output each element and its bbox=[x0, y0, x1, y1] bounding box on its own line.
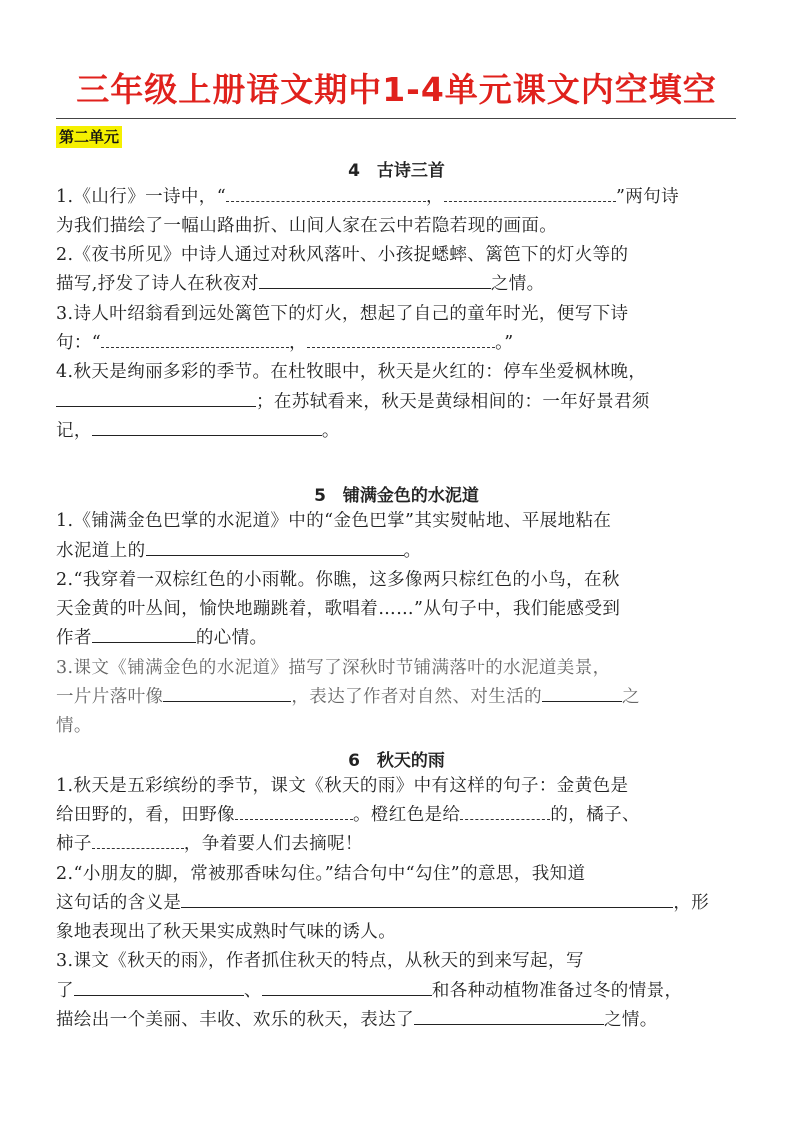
question-line bbox=[56, 388, 746, 416]
text-segment: 句：“ bbox=[56, 333, 102, 353]
question-line bbox=[56, 654, 746, 682]
text-segment: 柿子 bbox=[56, 834, 92, 854]
text-segment: 描写,抒发了诗人在秋夜对 bbox=[56, 274, 259, 294]
question-line bbox=[56, 270, 746, 298]
answer-blank[interactable] bbox=[235, 801, 353, 820]
text-segment: 情。 bbox=[56, 716, 92, 736]
text-segment: 3.诗人叶绍翁看到远处篱笆下的灯火，想起了自己的童年时光，便写下诗 bbox=[56, 304, 629, 324]
text-segment: 之情。 bbox=[490, 274, 545, 294]
text-segment: 之 bbox=[622, 687, 640, 707]
answer-blank[interactable] bbox=[92, 417, 322, 436]
text-segment: ，形 bbox=[673, 893, 710, 913]
question-line bbox=[56, 537, 746, 565]
question-line bbox=[56, 241, 746, 269]
question-line bbox=[56, 977, 746, 1005]
text-segment: 记， bbox=[56, 421, 92, 441]
answer-blank[interactable] bbox=[74, 977, 244, 996]
text-segment: 2.《夜书所见》中诗人通过对秋风落叶、小孩捉蟋蟀、篱笆下的灯火等的 bbox=[56, 245, 629, 265]
question-line bbox=[56, 507, 746, 535]
text-segment: ，表达了作者对自然、对生活的 bbox=[291, 687, 543, 707]
text-segment: 的，橘子、 bbox=[550, 805, 640, 825]
question-line bbox=[56, 183, 746, 211]
text-segment: ， bbox=[289, 333, 308, 353]
text-segment: 的心情。 bbox=[195, 628, 268, 648]
answer-blank[interactable] bbox=[146, 537, 404, 556]
text-segment: 2.“小朋友的脚，常被那香味勾住。”结合句中“勾住”的意思，我知道 bbox=[56, 864, 586, 884]
text-segment: 描绘出一个美丽、丰收、欢乐的秋天，表达了 bbox=[56, 1010, 414, 1030]
answer-blank[interactable] bbox=[181, 889, 673, 908]
text-segment: 1.《山行》一诗中，“ bbox=[56, 187, 227, 207]
lesson-title-4: 4 古诗三首 bbox=[348, 161, 445, 181]
text-segment: 3.课文《秋天的雨》，作者抓住秋天的特点，从秋天的到来写起，写 bbox=[56, 951, 584, 971]
question-line bbox=[56, 772, 746, 800]
question-line bbox=[56, 801, 746, 829]
title-divider bbox=[56, 118, 736, 119]
text-segment: 了 bbox=[56, 981, 74, 1001]
question-line bbox=[56, 712, 746, 740]
answer-blank[interactable] bbox=[414, 1006, 604, 1025]
text-segment: ；在苏轼看来，秋天是黄绿相间的：一年好景君须 bbox=[256, 392, 650, 412]
lesson-title-6: 6 秋天的雨 bbox=[348, 751, 445, 771]
text-segment: 水泥道上的 bbox=[56, 541, 146, 561]
answer-blank[interactable] bbox=[92, 624, 196, 643]
question-line bbox=[56, 300, 746, 328]
text-segment: 。 bbox=[321, 421, 340, 441]
text-segment: 和各种动植物准备过冬的情景， bbox=[431, 981, 683, 1001]
question-line bbox=[56, 566, 746, 594]
text-segment: ， bbox=[426, 187, 444, 207]
question-line bbox=[56, 595, 746, 623]
answer-blank[interactable] bbox=[444, 183, 616, 202]
text-segment: 1.秋天是五彩缤纷的季节，课文《秋天的雨》中有这样的句子：金黄色是 bbox=[56, 776, 629, 796]
text-segment: 为我们描绘了一幅山路曲折、山间人家在云中若隐若现的画面。 bbox=[56, 216, 558, 236]
question-line bbox=[56, 889, 746, 917]
text-segment: 。橙红色是给 bbox=[353, 805, 461, 825]
question-line bbox=[56, 358, 746, 386]
text-segment: 给田野的，看，田野像 bbox=[56, 805, 235, 825]
answer-blank[interactable] bbox=[56, 388, 256, 407]
text-segment: ，争着要人们去摘呢！ bbox=[183, 834, 363, 854]
question-line bbox=[56, 683, 746, 711]
text-segment: 1.《铺满金色巴掌的水泥道》中的“金色巴掌”其实熨帖地、平展地粘在 bbox=[56, 511, 612, 531]
text-segment: 3.课文《铺满金色的水泥道》描写了深秋时节铺满落叶的水泥道美景， bbox=[56, 658, 611, 678]
answer-blank[interactable] bbox=[259, 270, 491, 289]
text-segment: 天金黄的叶丛间，愉快地蹦跳着，歌唱着……”从句子中，我们能感受到 bbox=[56, 599, 621, 619]
text-segment: 2.“我穿着一双棕红色的小雨靴。你瞧，这多像两只棕红色的小鸟，在秋 bbox=[56, 570, 620, 590]
text-segment: ”两句诗 bbox=[615, 187, 679, 207]
question-line bbox=[56, 624, 746, 652]
question-line bbox=[56, 1006, 746, 1034]
text-segment: 。 bbox=[403, 541, 422, 561]
question-line bbox=[56, 860, 746, 888]
lesson-title-5: 5 铺满金色的水泥道 bbox=[314, 486, 479, 506]
text-segment: 4.秋天是绚丽多彩的季节。在杜牧眼中，秋天是火红的：停车坐爱枫林晚， bbox=[56, 362, 647, 382]
question-line bbox=[56, 918, 746, 946]
text-segment: 作者 bbox=[56, 628, 92, 648]
document-title: 三年级上册语文期中1-4单元课文内空填空 bbox=[76, 70, 717, 109]
answer-blank[interactable] bbox=[460, 801, 550, 820]
unit-label: 第二单元 bbox=[56, 126, 122, 148]
answer-blank[interactable] bbox=[101, 329, 289, 348]
answer-blank[interactable] bbox=[262, 977, 432, 996]
text-segment: 这句话的含义是 bbox=[56, 893, 182, 913]
question-line bbox=[56, 212, 746, 240]
answer-blank[interactable] bbox=[542, 683, 622, 702]
text-segment: 一片片落叶像 bbox=[56, 687, 164, 707]
question-line bbox=[56, 830, 746, 858]
answer-blank[interactable] bbox=[307, 329, 495, 348]
question-line bbox=[56, 947, 746, 975]
answer-blank[interactable] bbox=[92, 830, 184, 849]
text-segment: 象地表现出了秋天果实成熟时气味的诱人。 bbox=[56, 922, 397, 942]
text-segment: 。” bbox=[495, 333, 514, 353]
text-segment: 之情。 bbox=[604, 1010, 658, 1030]
answer-blank[interactable] bbox=[163, 683, 291, 702]
text-segment: 、 bbox=[243, 981, 262, 1001]
question-line bbox=[56, 329, 746, 357]
question-line bbox=[56, 417, 746, 445]
answer-blank[interactable] bbox=[226, 183, 426, 202]
